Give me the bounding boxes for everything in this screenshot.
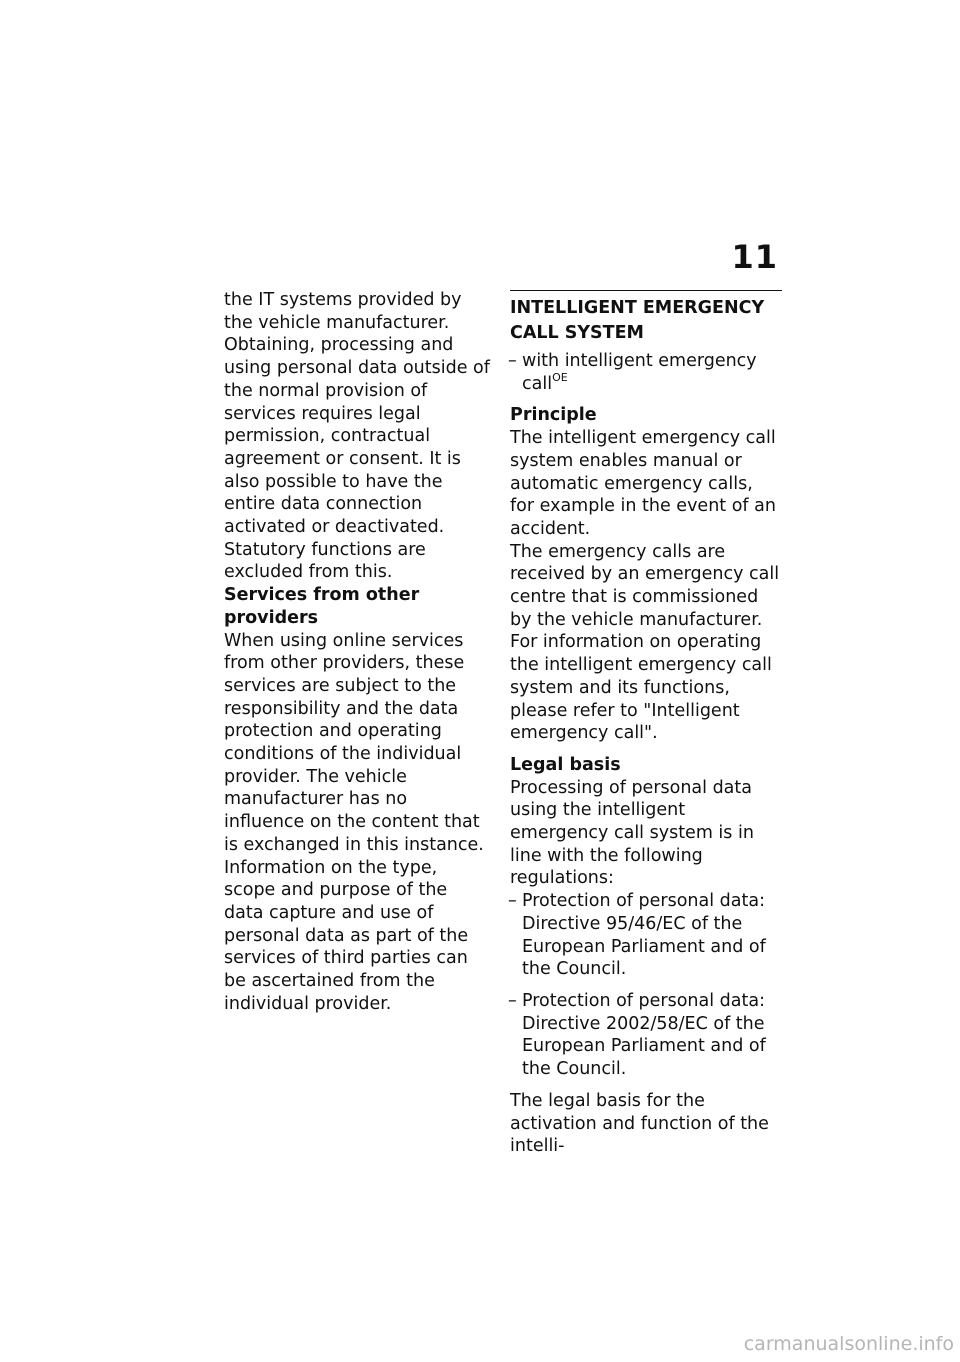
watermark: carmanualsonline.info [743,1333,954,1355]
availability-superscript: OE [552,370,568,384]
paragraph-legal-activation: The legal basis for the activation and function of the intelli- [510,1090,769,1157]
right-column [510,290,782,1158]
left-column [224,289,492,1016]
paragraph-obtaining-data: Obtaining, processing and using personal data outside of the normal provision of services requires legal permission, contractual agreement or consent. It is also possible to have the entire data connection activated or deactivated. Statutory functions are excluded from this. [224,335,490,583]
page-number: 11 [731,238,778,276]
section-title-intelligent-emergency-call: INTELLIGENT EMERGENCY CALL SYSTEM [510,290,782,346]
paragraph-it-systems: the IT systems provided by the vehicle manufacturer. [224,290,462,333]
paragraph-principle-1: The intelligent emergency call system enables manual or automatic emergency calls, for example in the event of an accident. [510,428,776,539]
availability-note [510,350,782,395]
paragraph-services-other-providers: When using online services from other providers, these services are subject to the responsibility and the data protection and operating conditions of the individual provider. The vehicle manufacturer has no influence on the content that is exchanged in this instance. Information on the type, scope and purpose of the data capture and use of personal data as part of the services of third parties can be ascertained from the individual provider. [224,630,484,1014]
heading-services-other-providers: Services from other providers [224,585,420,628]
paragraph-principle-2: The emergency calls are received by an emergency call centre that is commissioned by the vehicle manufacturer. [510,541,780,630]
paragraph-principle-3: For information on operating the intelligent emergency call system and its functions, please refer to "Intelligent emergency call". [510,632,772,744]
availability-text: with intelligent emergency call [522,351,757,394]
list-item-regulation: – Protection of personal data: Directive 2002/58/EC of the European Parliament and of the Council. [510,990,782,1081]
list-item-regulation: – Protection of personal data: Directive 95/46/EC of the European Parliament and of the Council. [510,890,782,981]
paragraph-legal-basis: Processing of personal data using the intelligent emergency call system is in line with the following regulations: [510,777,754,889]
heading-principle: Principle [510,405,597,426]
heading-legal-basis: Legal basis [510,754,621,775]
